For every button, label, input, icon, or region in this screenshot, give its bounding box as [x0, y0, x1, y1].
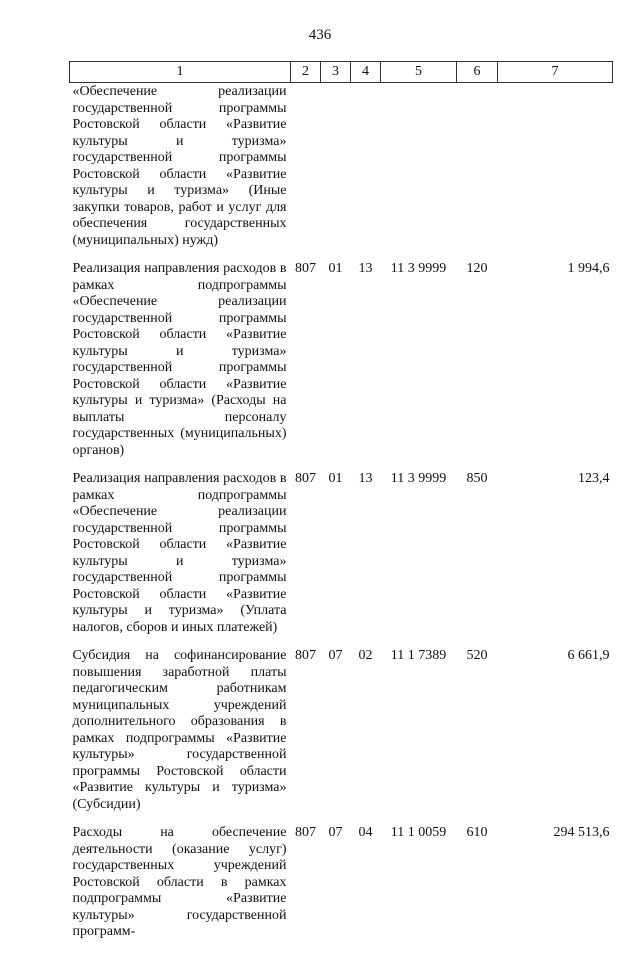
row-code-2	[291, 83, 321, 262]
row-code-5	[381, 83, 457, 262]
row-code-3: 07	[328, 825, 343, 840]
row-code-4: 13	[358, 471, 373, 486]
row-description: Субсидия на софинансирование повышения заработной платы педагогическим работникам муниципальных учреждений дополнительного образования в рамках подпрограммы «Развитие культуры» государственной программы Ростовской области «Развитие культуры и туризма» (Субсидии)	[72, 648, 287, 812]
row-code-5: 11 3 9999	[390, 261, 447, 276]
row-code-4: 13	[358, 261, 373, 276]
row-code-5: 11 1 0059	[390, 825, 447, 840]
column-header-6: 6	[457, 62, 498, 83]
column-header-1: 1	[70, 62, 291, 83]
row-description: Расходы на обеспечение деятельности (оказание услуг) государственных учреждений Ростовской области в рамках подпрограммы «Развитие культуры» государственной программ-	[72, 825, 287, 939]
row-code-3: 07	[328, 648, 343, 663]
row-code-4	[351, 83, 381, 262]
row-code-6: 120	[466, 261, 488, 276]
row-code-3: 01	[328, 471, 343, 486]
row-code-6: 610	[466, 825, 488, 840]
row-description: Реализация направления расходов в рамках подпрограммы «Обеспечение реализации государственной программы Ростовской области «Развитие культуры и туризма» государственной программы Ростовской области «Развитие культуры и туризма» (Уплата налогов, сборов и иных платежей)	[72, 471, 287, 635]
row-amount: 123,4	[578, 471, 610, 486]
row-description: «Обеспечение реализации государственной программы Ростовской области «Развитие культуры и туризма» государственной программы Ростовской области «Развитие культуры и туризма» (Иные закупки товаров, работ и услуг для обеспечения государственных (муниципальных) нужд)	[72, 84, 287, 248]
row-amount: 6 661,9	[567, 648, 610, 663]
column-header-7: 7	[498, 62, 613, 83]
row-description: Реализация направления расходов в рамках подпрограммы «Обеспечение реализации государственной программы Ростовской области «Развитие культуры и туризма» государственной программы Ростовской области «Развитие культуры и туризма» (Расходы на выплаты персоналу государственных (муниципальных) органов)	[72, 261, 287, 458]
column-header-2: 2	[291, 62, 321, 83]
column-header-5: 5	[381, 62, 457, 83]
row-code-5: 11 1 7389	[390, 648, 447, 663]
row-code-3: 01	[328, 261, 343, 276]
row-code-2: 807	[295, 648, 316, 663]
row-code-4: 02	[358, 648, 373, 663]
page-number: 436	[308, 27, 332, 43]
row-code-2: 807	[295, 261, 316, 276]
row-code-6: 520	[466, 648, 488, 663]
row-code-2: 807	[295, 825, 316, 840]
row-code-5: 11 3 9999	[390, 471, 447, 486]
table-row	[70, 261, 613, 471]
table-row	[70, 83, 613, 262]
column-header-4: 4	[351, 62, 381, 83]
row-amount: 1 994,6	[567, 261, 610, 276]
row-code-2: 807	[295, 471, 316, 486]
table-body	[70, 83, 613, 953]
column-header-3: 3	[321, 62, 351, 83]
row-code-4: 04	[358, 825, 373, 840]
budget-table	[69, 61, 613, 953]
header-row	[70, 62, 613, 83]
table-row	[70, 648, 613, 825]
table-row	[70, 471, 613, 648]
row-amount	[498, 83, 613, 262]
table-header	[70, 62, 613, 83]
row-code-3	[321, 83, 351, 262]
row-code-6: 850	[466, 471, 488, 486]
row-code-6	[457, 83, 498, 262]
row-amount: 294 513,6	[553, 825, 610, 840]
table-row	[70, 825, 613, 953]
